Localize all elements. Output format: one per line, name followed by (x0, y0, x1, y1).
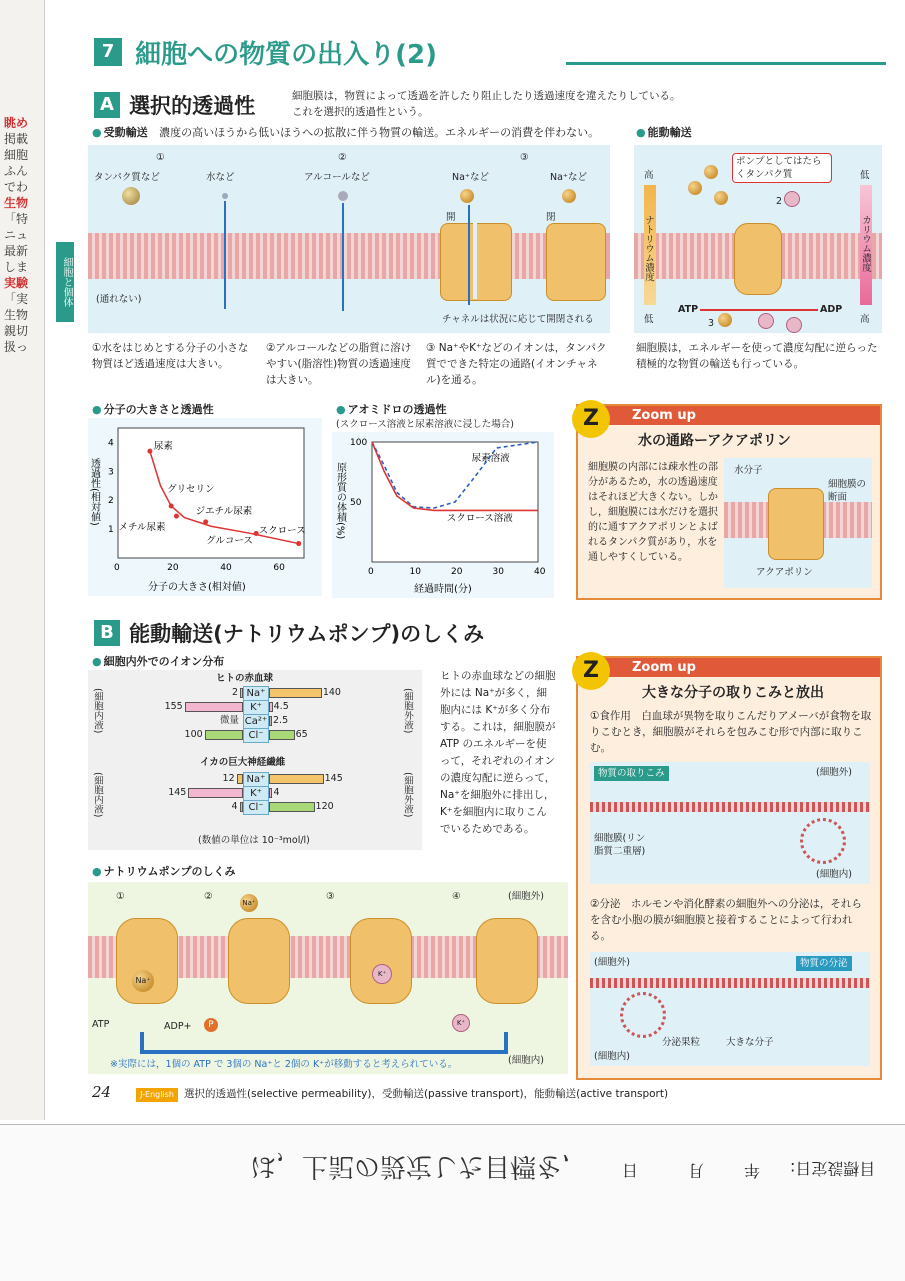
page-number: 24 (92, 1083, 112, 1101)
ion-label: Ca²⁺ (244, 716, 268, 727)
point-label: 尿素 (153, 441, 173, 453)
mirror-date-2: 月 (688, 1161, 705, 1180)
exo-figure (590, 952, 870, 1066)
zoom2-label: Zoom up (578, 658, 880, 677)
header-rule (566, 62, 886, 65)
na-in (718, 313, 732, 327)
na-gradient-label: ナトリウム濃度 (643, 215, 654, 282)
value-outside: 65 (295, 729, 308, 740)
return-arrow (140, 1032, 508, 1054)
left-page-fragments (4, 115, 42, 355)
mirror-text: は，上記の設定した目標を, (250, 1151, 571, 1181)
pump-outside: (細胞外) (508, 891, 544, 902)
chart-osmo-heading: ● アオミドロの透過性 (336, 402, 447, 418)
value-inside: 100 (184, 729, 203, 740)
low-right: 低 (860, 170, 870, 181)
data-point (296, 541, 301, 546)
na-out-2 (688, 181, 702, 195)
section-a-letter: A (94, 92, 120, 118)
squid-title: イカの巨大神経繊維 (200, 757, 286, 768)
na-out-3 (714, 191, 728, 205)
pump-adp: ADP+ (164, 1021, 192, 1032)
passive-caption-1: ①水をはじめとする分子の小さな物質ほど透過速度は大きい。 (92, 342, 249, 370)
left-fragment: 眺め (4, 116, 29, 130)
water-arrow (224, 201, 226, 309)
ion-label: K⁺ (243, 786, 269, 801)
section-a-title: 選択的透過性 (129, 94, 256, 118)
ions-heading: ● 細胞内外でのイオン分布 (92, 654, 224, 670)
mirror-right: 目標設定日: (790, 1159, 876, 1178)
bar-inside (240, 802, 243, 812)
data-point (147, 449, 152, 454)
bar-inside (237, 774, 243, 784)
scan-strip (0, 1124, 905, 1281)
bar-outside (269, 702, 273, 712)
k-in-2 (786, 317, 802, 333)
value-inside: 12 (222, 773, 235, 784)
value-inside: 2 (231, 687, 238, 698)
value-outside: 120 (315, 801, 334, 812)
point-label: スクロース (258, 525, 306, 537)
y-tick: 100 (350, 438, 368, 448)
passive-caption-3: ③ Na⁺やK⁺などのイオンは，タンパク質でできた特定の通路(イオンチャネル)を通る。 (426, 342, 607, 386)
label-alcohol: アルコールなど (304, 172, 370, 183)
x-axis-label: 分子の大きさ(相対値) (148, 582, 246, 593)
pump-step-1: ① (116, 891, 125, 902)
endo-membrane (590, 802, 870, 812)
x-tick: 0 (114, 563, 120, 573)
bar-inside (185, 702, 243, 712)
exo-label: 物質の分泌 (796, 956, 852, 971)
membrane (88, 233, 610, 279)
exo-outside: (細胞外) (594, 957, 630, 968)
outer-label-2: (細胞外液) (402, 772, 413, 818)
point-label: メチル尿素 (118, 522, 166, 534)
left-fragment: 生物 (4, 196, 29, 210)
adp-label: ADP (820, 304, 843, 315)
x-tick: 60 (273, 563, 285, 573)
bar-inside (240, 688, 243, 698)
section-a-heading (94, 90, 255, 120)
pump-note: ※実際には，1個の ATP で 3個の Na⁺と 2個の K⁺が移動すると考えられている。 (110, 1059, 458, 1070)
rbc-bars (88, 686, 422, 746)
pump-atp: ATP (92, 1019, 110, 1030)
p-phosphate: P (204, 1018, 218, 1032)
aqp-figure (724, 458, 872, 588)
pump-step-4: ④ (452, 891, 461, 902)
k-in-1 (758, 313, 774, 329)
mirror-date-1: 日 (622, 1161, 639, 1180)
y-tick: 2 (108, 496, 114, 507)
bar-outside (269, 788, 272, 798)
membrane-label: 細胞膜(リン脂質二重層) (594, 833, 646, 857)
inner-label-2: (細胞内液) (92, 772, 103, 818)
pump-step-2: ② (204, 891, 213, 902)
squid-bars (88, 772, 422, 822)
zoom-endo-exo (576, 656, 882, 1080)
endo-text: ①食作用 白血球が異物を取りこんだりアメーバが食物を取りこむとき，細胞膜がそれらを包みこむ形で内部に取りこむ。 (590, 710, 872, 754)
left-fragment: 「実 (4, 292, 29, 306)
label-na-open: Na⁺など (452, 172, 489, 183)
ion-label: Cl⁻ (243, 728, 269, 743)
left-fragment: でわ (4, 180, 29, 194)
outer-label-1: (細胞外液) (402, 688, 413, 734)
exo-vesicle (620, 992, 666, 1038)
pump-step-3: ③ (326, 891, 335, 902)
pump-3 (350, 918, 412, 1004)
chart-osmo-panel (332, 432, 554, 598)
na-ball-open (460, 189, 474, 203)
page-title: 細胞への物質の出入り(2) (135, 40, 437, 70)
passive-desc: 濃度の高いほうから低いほうへの拡散に伴う物質の輸送。エネルギーの消費を伴わない。 (159, 126, 600, 139)
x-tick: 30 (492, 567, 504, 577)
ion-label: Cl⁻ (243, 800, 269, 815)
na-count: 3 (708, 318, 715, 329)
high-left: 高 (644, 170, 654, 181)
bar-inside (188, 788, 243, 798)
rbc-title: ヒトの赤血球 (216, 673, 274, 684)
open-label: 開 (446, 212, 456, 223)
left-fragment: ふん (4, 164, 29, 178)
k-out (784, 191, 800, 207)
y-tick: 3 (108, 467, 114, 478)
value-inside: 微量 (219, 715, 239, 726)
chapter-number: 7 (94, 38, 122, 66)
chart-size-svg (88, 418, 322, 596)
step-num-3: ③ (520, 152, 529, 163)
label-na-closed: Na⁺など (550, 172, 587, 183)
channel-note: チャネルは状況に応じて開閉される (442, 314, 594, 325)
low-left: 低 (644, 314, 654, 325)
value-inside: 4 (231, 801, 238, 812)
exo-inside: (細胞内) (594, 1051, 630, 1062)
water-dot (222, 193, 228, 199)
na-ball-closed (562, 189, 576, 203)
value-outside: 145 (324, 773, 343, 784)
bar-outside (269, 730, 295, 740)
na-released: Na⁺ (240, 894, 258, 912)
x-tick: 40 (220, 563, 232, 573)
left-fragment: ニュ (4, 228, 29, 242)
section-b-title: 能動輸送(ナトリウムポンプ)のしくみ (129, 622, 485, 646)
label-water: 水など (206, 172, 235, 183)
value-outside: 140 (322, 687, 341, 698)
endo-outside: (細胞外) (816, 767, 852, 778)
zoom-aquaporin (576, 404, 882, 600)
y-axis-label: 原形質の体積(%) (334, 462, 346, 540)
zoom-label: Zoom up (578, 406, 880, 425)
x-tick: 40 (534, 567, 546, 577)
blocked-label: (通れない) (96, 294, 142, 305)
value-inside: 145 (168, 787, 187, 798)
zoom-title: 水の通路ーアクアポリン (638, 433, 791, 449)
channel-pore (473, 223, 477, 299)
data-point (174, 514, 179, 519)
chart-osmo-svg (332, 432, 554, 598)
data-point (169, 504, 174, 509)
section-b-heading (94, 618, 484, 648)
lbl-water: 水分子 (734, 465, 763, 476)
series-label: 尿素溶液 (471, 453, 510, 465)
section-a-desc-2: これを選択的透過性という。 (292, 106, 429, 118)
k-released: K⁺ (452, 1014, 470, 1032)
channel-closed (546, 223, 606, 301)
left-fragment: 細胞 (4, 148, 29, 162)
pump-panel (88, 882, 568, 1074)
bar-outside (269, 688, 322, 698)
mirror-date-3: 年 (744, 1161, 761, 1180)
atp-label: ATP (678, 304, 699, 315)
section-a-desc-1: 細胞膜は，物質によって透過を許したり阻止したり透過速度を違えたりしている。 (292, 90, 681, 102)
endo-inside: (細胞内) (816, 869, 852, 880)
x-tick: 10 (409, 567, 421, 577)
y-tick: 4 (108, 438, 114, 449)
channel-arrow (468, 205, 470, 305)
left-fragment: 掲載 (4, 132, 29, 146)
point-label: ジエチル尿素 (195, 505, 253, 517)
closed-label: 閉 (546, 212, 556, 223)
english-badge: J-English (136, 1088, 178, 1102)
chart-osmo-subtitle: (スクロース溶液と尿素溶液に浸した場合) (336, 419, 514, 430)
ions-panel (88, 670, 422, 850)
value-inside: 155 (164, 701, 183, 712)
data-point (203, 519, 208, 524)
left-fragment: 最新 (4, 244, 29, 258)
endo-label: 物質の取りこみ (594, 766, 669, 781)
step-num-2: ② (338, 152, 347, 163)
active-panel (634, 145, 882, 333)
k-count: 2 (776, 196, 783, 207)
exo-membrane (590, 978, 870, 988)
point-label: グリセリン (167, 484, 215, 495)
left-fragment: しま (4, 260, 29, 274)
vesicle-label: 分泌果粒 (662, 1037, 701, 1048)
section-a-desc (292, 88, 692, 120)
zoom2-title: 大きな分子の取りこみと放出 (642, 685, 824, 701)
na-out-1 (704, 165, 718, 179)
pump-callout: ポンプとしてはたらくタンパク質 (732, 153, 832, 183)
y-tick: 50 (350, 498, 362, 508)
k-bound: K⁺ (372, 964, 392, 984)
section-b-letter: B (94, 620, 120, 646)
x-tick: 20 (451, 567, 463, 577)
alcohol-dot (338, 191, 348, 201)
zoom-badge: Z (572, 400, 610, 438)
lbl-membrane: 細胞膜の断面 (828, 479, 867, 503)
bar-outside (269, 802, 315, 812)
ions-note: ヒトの赤血球などの細胞外には Na⁺が多く，細胞内には K⁺が多く分布する。これは，細胞膜が ATP のエネルギーを使って，それぞれのイオンの濃度勾配に逆らって，Na⁺を細胞外に排出し，K⁺を細胞内に取りこんでいるためである。 (440, 670, 556, 835)
left-fragment: 親切 (4, 324, 29, 338)
pump-protein (734, 223, 782, 295)
pump-2 (228, 918, 290, 1004)
k-gradient-label: カリウム濃度 (860, 215, 871, 272)
protein-ball (122, 187, 140, 205)
footer-terms: 選択的透過性(selective permeability)，受動輸送(passive transport)，能動輸送(active transport) (184, 1088, 669, 1100)
lbl-aqp: アクアポリン (756, 567, 813, 578)
bar-outside (269, 774, 324, 784)
value-outside: 4.5 (273, 701, 289, 712)
na-bound: Na⁺ (132, 970, 154, 992)
pump-inside: (細胞内) (508, 1055, 544, 1066)
inner-label-1: (細胞内液) (92, 688, 103, 734)
chapter-header (94, 34, 437, 71)
active-caption: 細胞膜は，エネルギーを使って濃度勾配に逆らった積極的な物質の輸送も行っている。 (636, 342, 878, 370)
value-outside: 2.5 (273, 715, 289, 726)
passive-heading (92, 125, 632, 141)
left-fragment: 「特 (4, 212, 29, 226)
bar-inside (205, 730, 243, 740)
x-tick: 20 (167, 563, 179, 573)
endo-figure (590, 762, 870, 884)
zoom2-badge: Z (572, 652, 610, 690)
left-fragment: 生物 (4, 308, 29, 322)
ions-unit: (数値の単位は 10⁻³mol/l) (198, 835, 310, 846)
x-tick: 0 (368, 567, 374, 577)
pump-heading: ● ナトリウムポンプのしくみ (92, 864, 236, 880)
active-heading: ● 能動輸送 (636, 125, 692, 141)
step-num-1: ① (156, 152, 165, 163)
left-fragment: 実験 (4, 276, 29, 290)
label-protein: タンパク質など (94, 172, 160, 183)
ion-label: Na⁺ (243, 772, 269, 787)
high-right: 高 (860, 314, 870, 325)
atp-arrow (700, 309, 818, 311)
passive-panel (88, 145, 610, 333)
pump-4 (476, 918, 538, 1004)
passive-caption-2: ②アルコールなどの脂質に溶けやすい(脂溶性)物質の透過速度は大きい。 (266, 342, 412, 386)
series-label: スクロース溶液 (446, 513, 513, 525)
y-axis-label: 透過性(相対値) (88, 458, 100, 526)
ion-label: K⁺ (243, 700, 269, 715)
bar-outside (269, 716, 272, 726)
zoom-text: 細胞膜の内部には疎水性の部分があるため，水の透過速度はそれほど大きくない。しかし，細胞膜には水だけを選択的に通すアクアポリンとよばれるタンパク質があり，水を通しやすくしている。 (588, 462, 718, 563)
aquaporin (768, 488, 824, 560)
passive-title: ● 受動輸送 (92, 126, 148, 139)
exo-text: ②分泌 ホルモンや消化酵素の細胞外への分泌は，それらを含む小胞の膜が細胞膜と接着することによって行われる。 (590, 898, 862, 942)
vesicle (800, 818, 846, 864)
chart-size-heading: ● 分子の大きさと透過性 (92, 402, 214, 418)
ion-label: Na⁺ (243, 686, 269, 701)
chart-size-panel (88, 418, 322, 596)
point-label: グルコース (206, 535, 253, 547)
alcohol-arrow (342, 203, 344, 311)
big-mol-label: 大きな分子 (726, 1037, 774, 1048)
value-outside: 4 (273, 787, 280, 798)
side-tab: 細胞と個体 (56, 242, 74, 322)
x-axis-label: 経過時間(分) (414, 584, 472, 595)
y-tick: 1 (108, 525, 114, 536)
left-fragment: 扱っ (4, 340, 29, 354)
